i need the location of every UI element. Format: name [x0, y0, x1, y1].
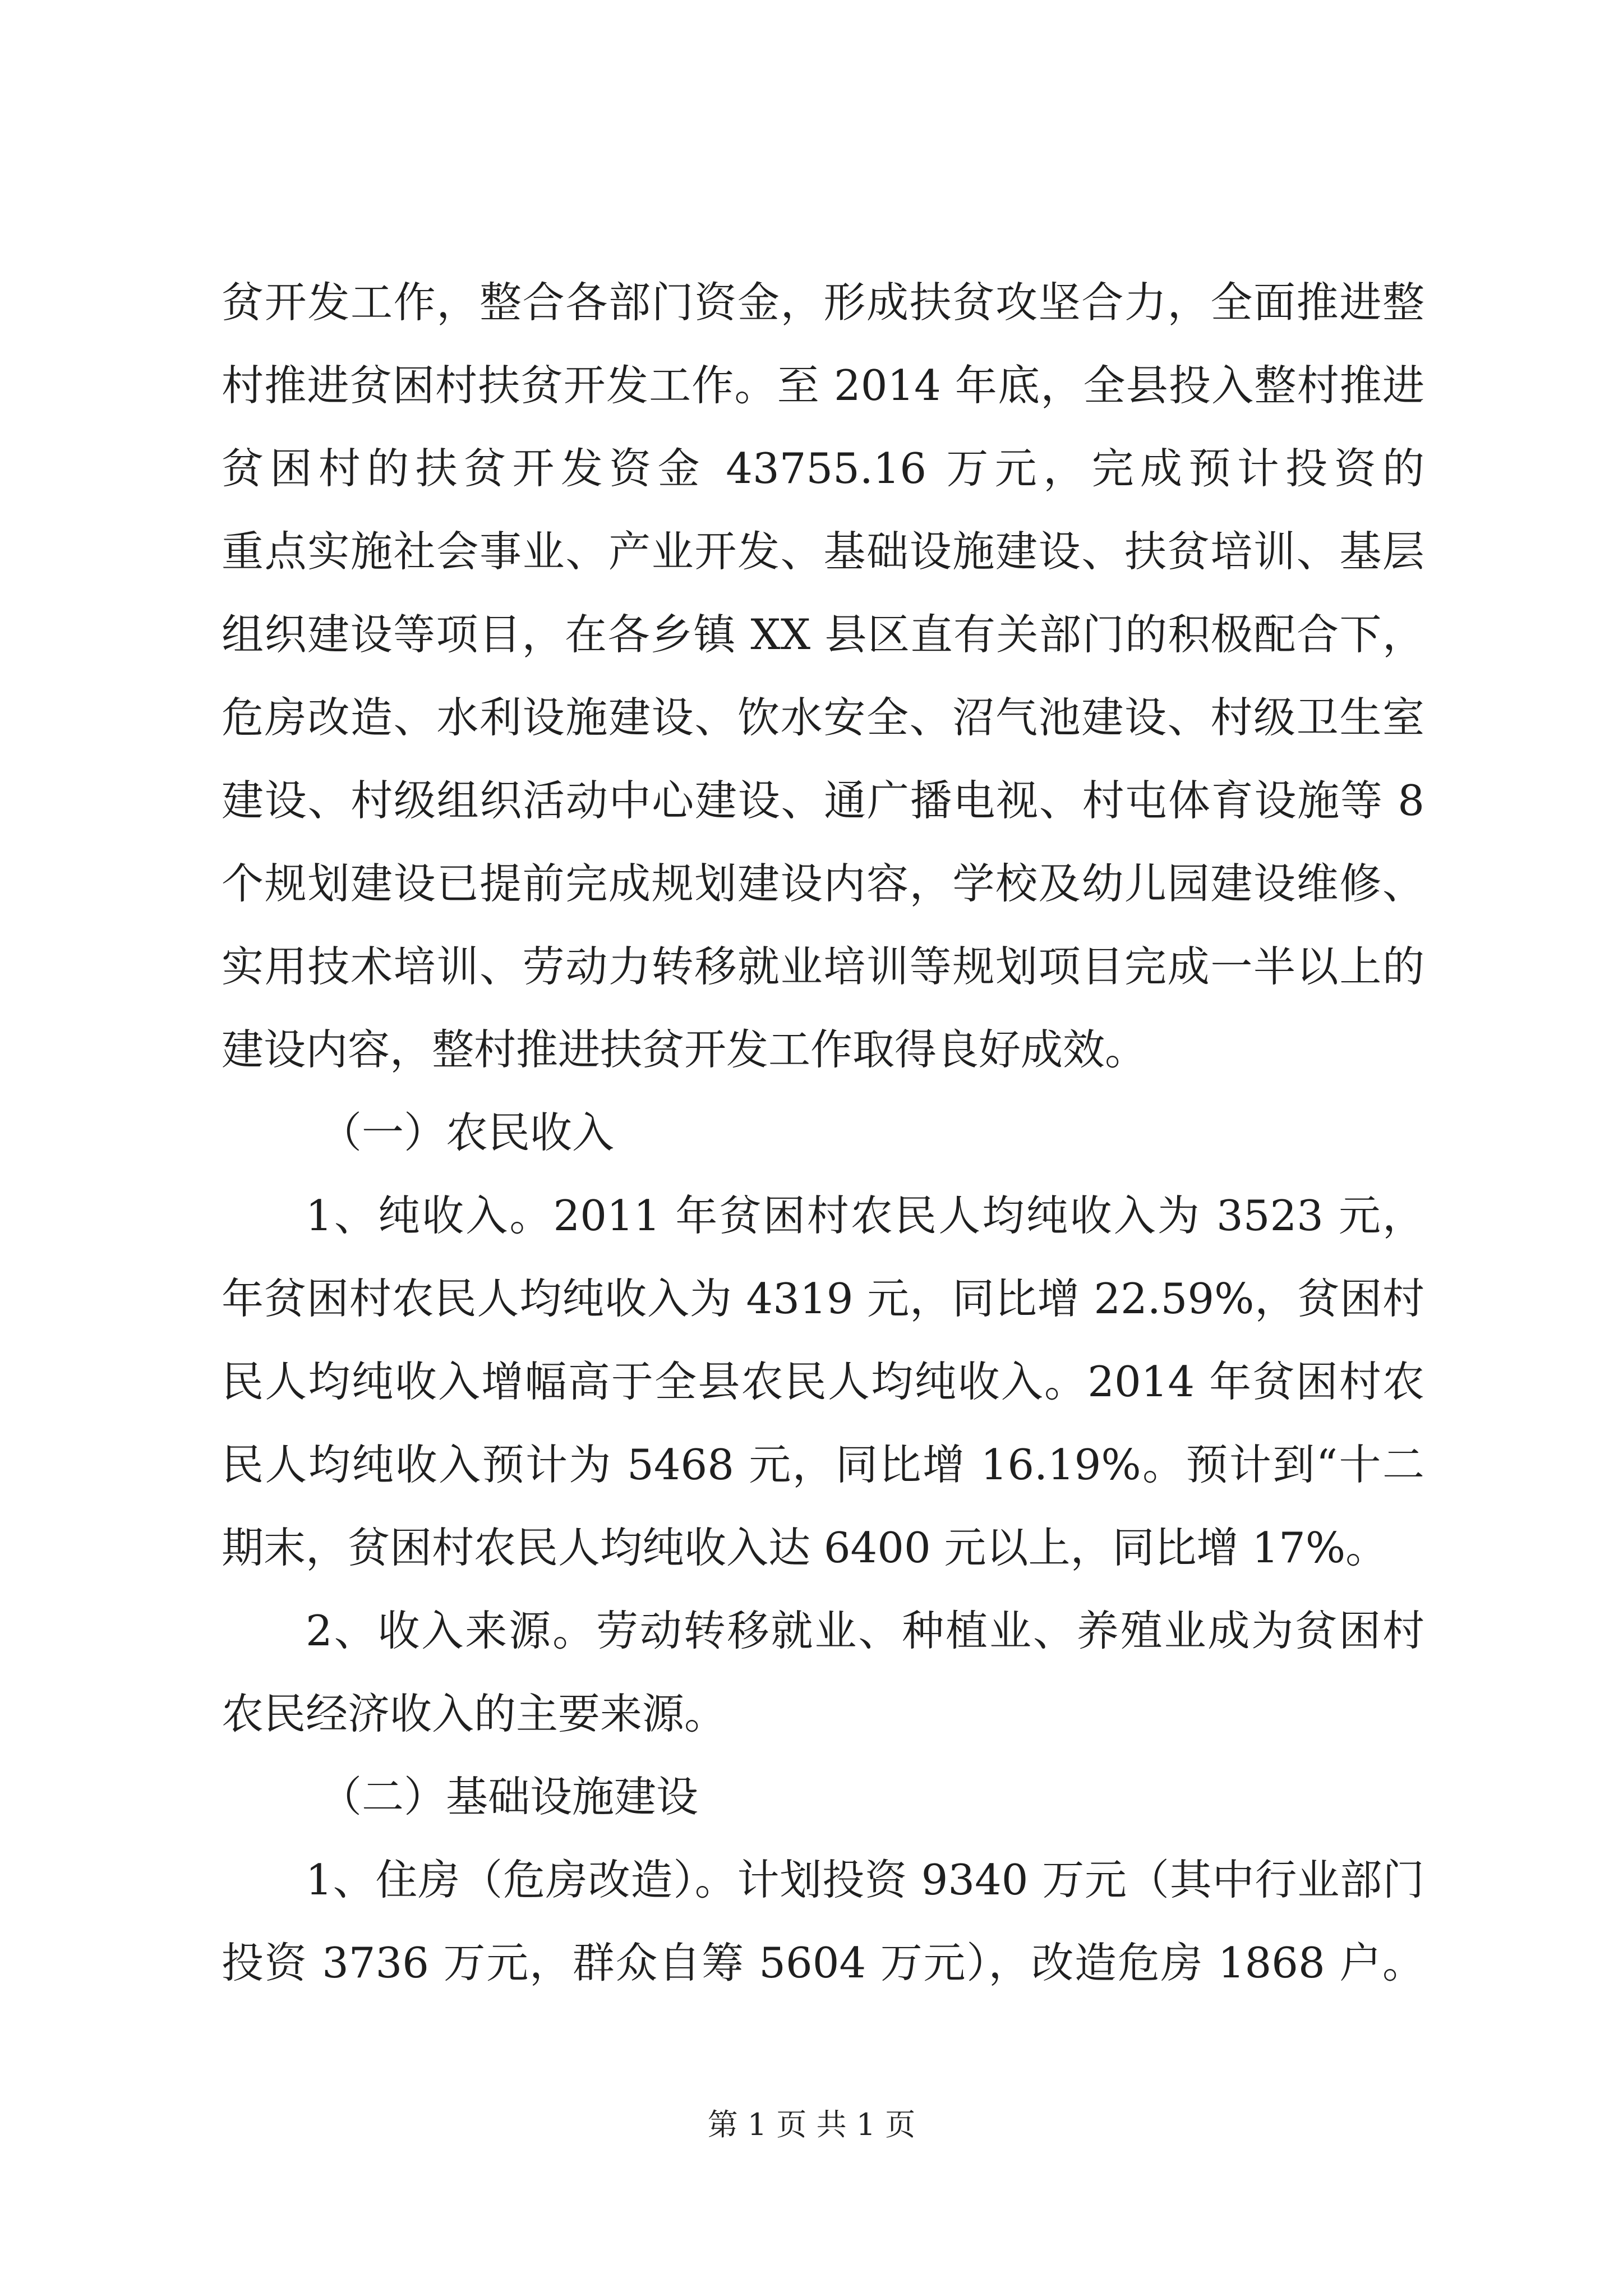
text-line: 1、住房（危房改造）。计划投资 9340 万元（其中行业部门	[306, 1855, 1424, 1904]
text-line: 重点实施社会事业、产业开发、基础设施建设、扶贫培训、基层	[222, 527, 1424, 576]
page-footer: 第 1 页 共 1 页	[707, 2107, 916, 2142]
text-line: 建设内容，整村推进扶贫开发工作取得良好成效。	[222, 1025, 1147, 1074]
text-line: 民人均纯收入预计为 5468 元，同比增 16.19%。预计到“十二	[222, 1440, 1424, 1489]
text-line: 1、纯收入。2011 年贫困村农民人均纯收入为 3523 元，	[306, 1191, 1424, 1240]
text-line: 年贫困村农民人均纯收入为 4319 元，同比增 22.59%，贫困村	[222, 1274, 1424, 1323]
text-line: 个规划建设已提前完成规划建设内容，学校及幼儿园建设维修、	[222, 859, 1424, 908]
text-line: 实用技术培训、劳动力转移就业培训等规划项目完成一半以上的	[222, 942, 1424, 991]
document-body	[222, 261, 1424, 2004]
text-line: 贫开发工作，整合各部门资金，形成扶贫攻坚合力，全面推进整	[222, 278, 1424, 327]
text-line: 农民经济收入的主要来源。	[222, 1689, 727, 1738]
text-line: 建设、村级组织活动中心建设、通广播电视、村屯体育设施等 8	[222, 776, 1424, 825]
text-line: 村推进贫困村扶贫开发工作。至 2014 年底，全县投入整村推进	[222, 361, 1424, 410]
text-line: 危房改造、水利设施建设、饮水安全、沼气池建设、村级卫生室	[222, 693, 1424, 742]
text-line: 民人均纯收入增幅高于全县农民人均纯收入。2014 年贫困村农	[222, 1357, 1424, 1406]
text-line: 贫困村的扶贫开发资金 43755.16 万元，完成预计投资的	[222, 444, 1424, 493]
section-heading-1: （一）农民收入	[320, 1108, 615, 1157]
section-heading-2: （二）基础设施建设	[320, 1772, 699, 1821]
text-line: 组织建设等项目，在各乡镇 XX 县区直有关部门的积极配合下，	[222, 610, 1424, 659]
text-line: 2、收入来源。劳动转移就业、种植业、养殖业成为贫困村	[306, 1606, 1424, 1655]
text-line: 期末，贫困村农民人均纯收入达 6400 元以上，同比增 17%。	[222, 1523, 1388, 1572]
text-line: 投资 3736 万元，群众自筹 5604 万元），改造危房 1868 户。	[222, 1938, 1424, 1987]
